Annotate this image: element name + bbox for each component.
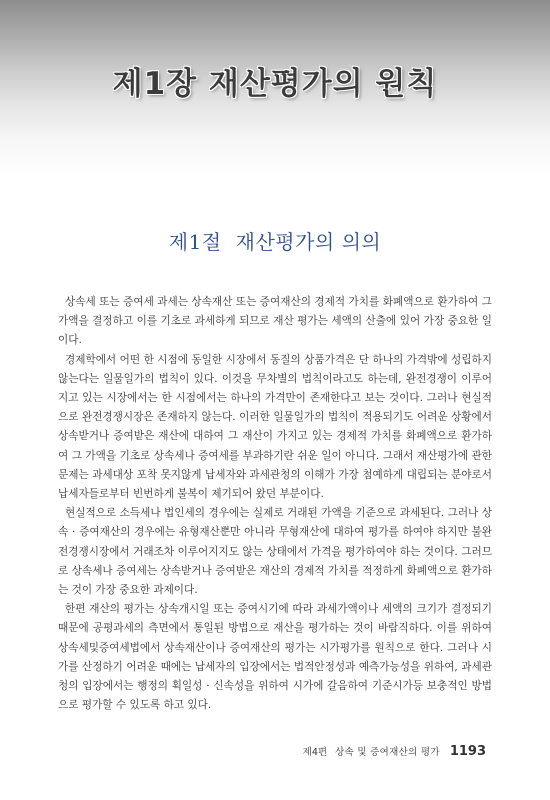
body-text xyxy=(58,293,492,715)
chapter-title: 제1장 재산평가의 원칙 xyxy=(112,66,438,102)
paragraph: 상속세 또는 증여세 과세는 상속재산 또는 증여재산의 경제적 가치를 화폐액으로 환가하여 그 가액을 결정하고 이를 기초로 과세하게 되므로 재산 평가는 세액의 산출에 있어 가장 중요한 일이다. xyxy=(58,296,492,347)
section-number: 제1절 xyxy=(168,230,222,254)
section-title: 재산평가의 의의 xyxy=(235,230,382,254)
section-heading xyxy=(0,226,550,255)
page-footer xyxy=(303,744,486,759)
paragraph: 한편 재산의 평가는 상속개시일 또는 증여시기에 따라 과세가액이나 세액의 크기가 결정되기 때문에 공평과세의 측면에서 통일된 방법으로 재산을 평가하는 것이 바람직하다. 이를 위하여 상속세및증여세법에서 상속재산이나 증여재산의 평가는 시가평가를 원칙으로 한다. 그러나 시가를 산정하기 어려운 때에는 납세자의 입장에서는 법적안정성과 예측가능성을 위하여, 과세관청의 입장에서는 행정의 획일성 · 신속성을 위하여 시가에 갈음하여 기준시가등 보충적인 방법으로 평가할 수 있도록 하고 있다. xyxy=(58,603,492,712)
paragraph: 현실적으로 소득세나 법인세의 경우에는 실제로 거래된 가액을 기준으로 과세된다. 그러나 상속 · 증여재산의 경우에는 유형재산뿐만 아니라 무형재산에 대하여 평가를 하여야 하지만 불완전경쟁시장에서 거래조차 이루어지지도 않는 상태에서 가격을 평가하여야 하는 것이다. 그러므로 상속세나 증여세는 상속받거나 증여받은 재산의 경제적 가치를 적정하게 화폐액으로 환가하는 것이 가장 중요한 과제이다. xyxy=(58,507,492,597)
footer-part: 제4편 xyxy=(302,747,328,758)
page-number: 1193 xyxy=(449,744,486,759)
footer-book-title: 상속 및 증여재산의 평가 xyxy=(335,747,440,758)
paragraph: 경제학에서 어떤 한 시점에 동일한 시장에서 동질의 상품가격은 단 하나의 가격밖에 성립하지 않는다는 일물일가의 법칙이 있다. 이것을 무차별의 법칙이라고도 하는데, 완전경쟁이 이루어지고 있는 시장에서는 한 시점에서는 하나의 가격만이 존재한다고 보는 것이다. 그러나 현실적으로 완전경쟁시장은 존재하지 않는다. 이러한 일물일가의 법칙이 적용되기도 어려운 상황에서 상속받거나 증여받은 재산에 대하여 그 재산이 가지고 있는 경제적 가치를 화폐액으로 환가하여 그 가액을 기초로 상속세나 증여세를 부과하기란 쉬운 일이 아니다. 그래서 재산평가에 관한 문제는 과세대상 포착 못지않게 납세자와 과세관청의 이해가 가장 첨예하게 대립되는 분야로서 납세자들로부터 빈번하게 불복이 제기되어 왔던 부분이다. xyxy=(58,353,492,501)
